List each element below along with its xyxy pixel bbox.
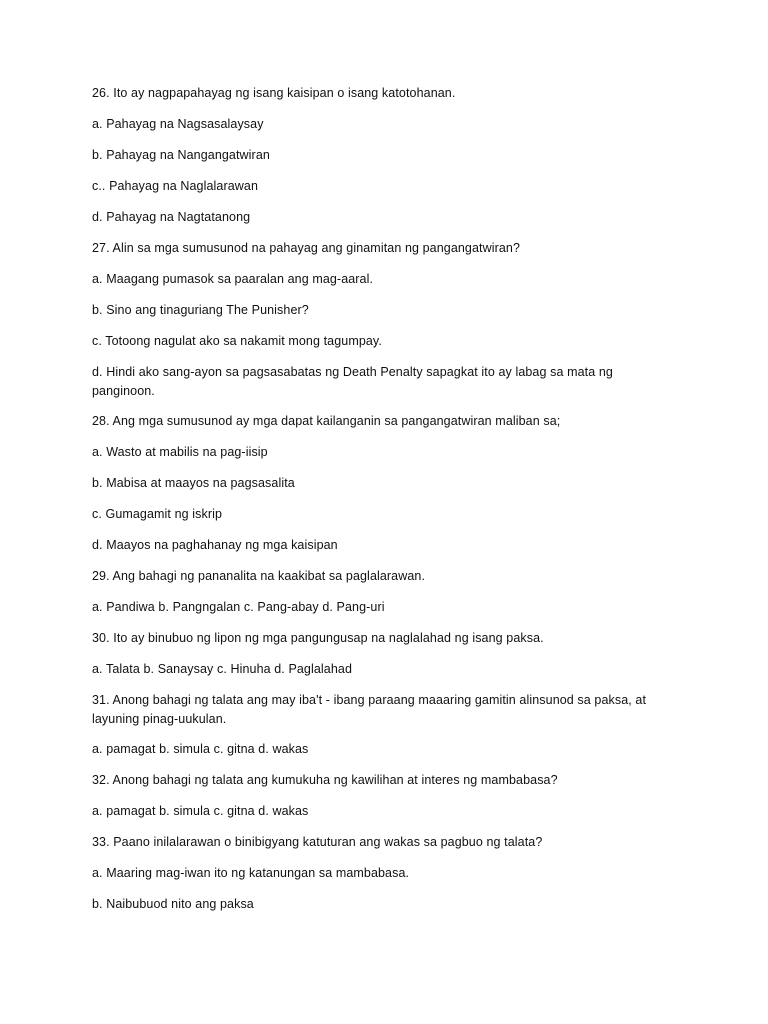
q29-choices: a. Pandiwa b. Pangngalan c. Pang-abay d. Pang-uri <box>92 600 385 614</box>
q27-choice-d: d. Hindi ako sang-ayon sa pagsasabatas ng Death Penalty sapagkat ito ay labag sa mata ng panginoon. <box>92 365 613 398</box>
q30-choices: a. Talata b. Sanaysay c. Hinuha d. Paglalahad <box>92 662 352 676</box>
q28-choice-c: c. Gumagamit ng iskrip <box>92 507 223 521</box>
question-32: 32. Anong bahagi ng talata ang kumukuha ng kawilihan at interes ng mambabasa? <box>92 773 558 787</box>
q26-choice-b: b. Pahayag na Nangangatwiran <box>92 148 270 162</box>
q31-choices: a. pamagat b. simula c. gitna d. wakas <box>92 742 309 756</box>
q27-choice-b: b. Sino ang tinaguriang The Punisher? <box>92 303 309 317</box>
q26-choice-d: d. Pahayag na Nagtatanong <box>92 210 251 224</box>
question-31: 31. Anong bahagi ng talata ang may iba't - ibang paraang maaaring gamitin alinsunod sa paksa, at layuning pinag-uukulan. <box>92 693 647 726</box>
q27-choice-a: a. Maagang pumasok sa paaralan ang mag-aaral. <box>92 272 374 286</box>
q28-choice-b: b. Mabisa at maayos na pagsasalita <box>92 476 295 490</box>
q26-choice-c: c.. Pahayag na Naglalarawan <box>92 179 258 193</box>
q28-choice-d: d. Maayos na paghahanay ng mga kaisipan <box>92 538 338 552</box>
q33-choice-a: a. Maaring mag-iwan ito ng katanungan sa mambabasa. <box>92 866 410 880</box>
question-30: 30. Ito ay binubuo ng lipon ng mga pangungusap na naglalahad ng isang paksa. <box>92 631 544 645</box>
q33-choice-b: b. Naibubuod nito ang paksa <box>92 897 254 911</box>
question-27: 27. Alin sa mga sumusunod na pahayag ang ginamitan ng pangangatwiran? <box>92 241 521 255</box>
q26-choice-a: a. Pahayag na Nagsasalaysay <box>92 117 264 131</box>
q32-choices: a. pamagat b. simula c. gitna d. wakas <box>92 804 309 818</box>
question-26: 26. Ito ay nagpapahayag ng isang kaisipan o isang katotohanan. <box>92 86 456 100</box>
question-28: 28. Ang mga sumusunod ay mga dapat kailanganin sa pangangatwiran maliban sa; <box>92 414 561 428</box>
q27-choice-c: c. Totoong nagulat ako sa nakamit mong tagumpay. <box>92 334 382 348</box>
question-33: 33. Paano inilalarawan o binibigyang katuturan ang wakas sa pagbuo ng talata? <box>92 835 543 849</box>
q28-choice-a: a. Wasto at mabilis na pag-iisip <box>92 445 268 459</box>
question-29: 29. Ang bahagi ng pananalita na kaakibat sa paglalarawan. <box>92 569 426 583</box>
